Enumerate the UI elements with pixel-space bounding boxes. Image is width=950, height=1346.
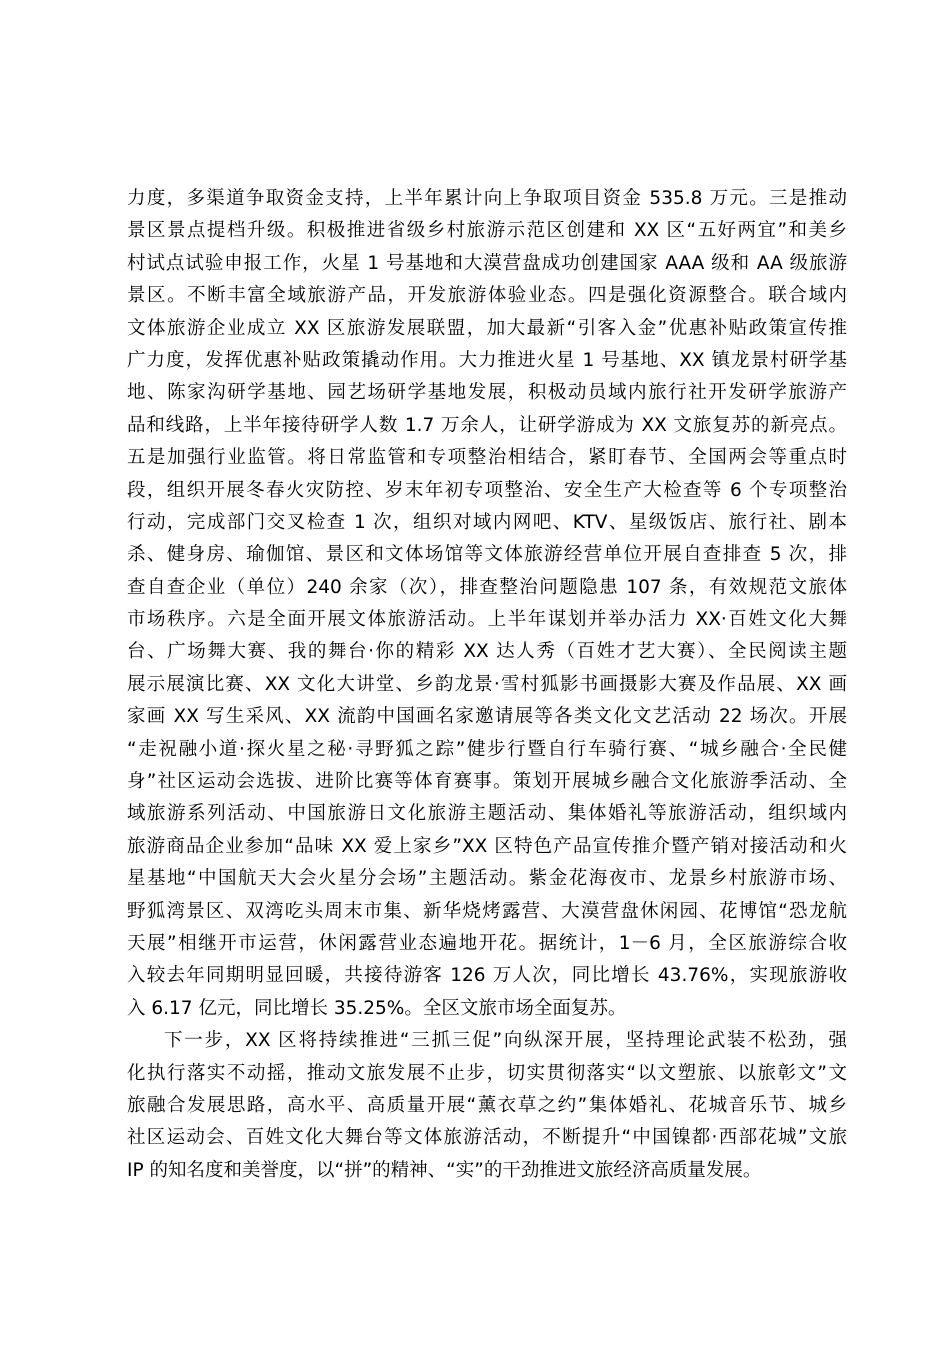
text-line: “走祝融小道·探火星之秘·寻野狐之踪”健步行暨自行车骑行赛、“城乡融合·全民健 [127, 738, 847, 760]
text-line: 旅游商品企业参加“品味 XX 爱上家乡”XX 区特色产品宣传推介暨产销对接活动和火 [127, 835, 847, 857]
paragraph-start-line: 下一步，XX 区将持续推进“三抓三促”向纵深开展，坚持理论武装不松劲，强 [164, 1030, 847, 1052]
text-line: 行动，完成部门交叉检查 1 次，组织对域内网吧、KTV、星级饭店、旅行社、剧本 [127, 511, 847, 533]
text-line: 野狐湾景区、双湾吃头周末市集、新华烧烤露营、大漠营盘休闲园、花博馆“恐龙航 [127, 900, 847, 922]
text-line: 村试点试验申报工作，火星 1 号基地和大漠营盘成功创建国家 AAA 级和 AA 级旅游 [127, 252, 847, 274]
text-line: 社区运动会、百姓文化大舞台等文体旅游活动，不断提升“中国镍都·西部花城”文旅 [127, 1127, 847, 1149]
text-line: 旅融合发展思路，高水平、高质量开展“薰衣草之约”集体婚礼、花城音乐节、城乡 [127, 1094, 847, 1116]
text-line: 景区。不断丰富全域旅游产品，开发旅游体验业态。四是强化资源整合。联合域内 [127, 285, 847, 307]
text-line: 展示展演比赛、XX 文化大讲堂、乡韵龙景·雪村狐影书画摄影大赛及作品展、XX 画 [127, 673, 847, 695]
text-line: 天展”相继开市运营，休闲露营业态遍地开花。据统计，1－6 月，全区旅游综合收 [127, 932, 847, 954]
text-line: 五是加强行业监管。将日常监管和专项整治相结合，紧盯春节、全国两会等重点时 [127, 447, 847, 469]
text-line: 地、陈家沟研学基地、园艺场研学基地发展，积极动员域内旅行社开发研学旅游产 [127, 382, 847, 404]
text-line: 段，组织开展冬春火灾防控、岁末年初专项整治、安全生产大检查等 6 个专项整治 [127, 479, 847, 501]
paragraph-end-line: IP 的知名度和美誉度，以“拼”的精神、“实”的干劲推进文旅经济高质量发展。 [127, 1159, 762, 1181]
text-line: 力度，多渠道争取资金支持，上半年累计向上争取项目资金 535.8 万元。三是推动 [127, 188, 847, 209]
paragraph-end-line: 入 6.17 亿元，同比增长 35.25%。全区文旅市场全面复苏。 [127, 997, 627, 1019]
text-line: 星基地“中国航天大会火星分会场”主题活动。紫金花海夜市、龙景乡村旅游市场、 [127, 868, 847, 890]
text-line: 市场秩序。六是全面开展文体旅游活动。上半年谋划并举办活力 XX·百姓文化大舞 [127, 609, 847, 631]
text-line: 查自查企业（单位）240 余家（次），排查整治问题隐患 107 条，有效规范文旅体 [127, 576, 847, 598]
text-line: 文体旅游企业成立 XX 区旅游发展联盟，加大最新“引客入金”优惠补贴政策宣传推 [127, 317, 847, 339]
text-line: 域旅游系列活动、中国旅游日文化旅游主题活动、集体婚礼等旅游活动，组织域内 [127, 803, 847, 825]
text-line: 台、广场舞大赛、我的舞台·你的精彩 XX 达人秀（百姓才艺大赛）、全民阅读主题 [127, 641, 847, 663]
text-line: 广力度，发挥优惠补贴政策撬动作用。大力推进火星 1 号基地、XX 镇龙景村研学基 [127, 349, 847, 371]
text-line: 家画 XX 写生采风、XX 流韵中国画名家邀请展等各类文化文艺活动 22 场次。开展 [127, 706, 847, 728]
text-line: 身”社区运动会选拔、进阶比赛等体育赛事。策划开展城乡融合文化旅游季活动、全 [127, 771, 847, 793]
text-line: 景区景点提档升级。积极推进省级乡村旅游示范区创建和 XX 区“五好两宜”和美乡 [127, 220, 847, 242]
body-text [127, 183, 847, 1187]
text-line: 品和线路，上半年接待研学人数 1.7 万余人，让研学游成为 XX 文旅复苏的新亮点。 [127, 414, 847, 436]
text-line: 杀、健身房、瑜伽馆、景区和文体场馆等文体旅游经营单位开展自查排查 5 次，排 [127, 544, 847, 566]
text-line: 入较去年同期明显回暖，共接待游客 126 万人次，同比增长 43.76%，实现旅游收 [127, 965, 847, 987]
text-line: 化执行落实不动摇，推动文旅发展不止步，切实贯彻落实“以文塑旅、以旅彰文”文 [127, 1062, 847, 1084]
